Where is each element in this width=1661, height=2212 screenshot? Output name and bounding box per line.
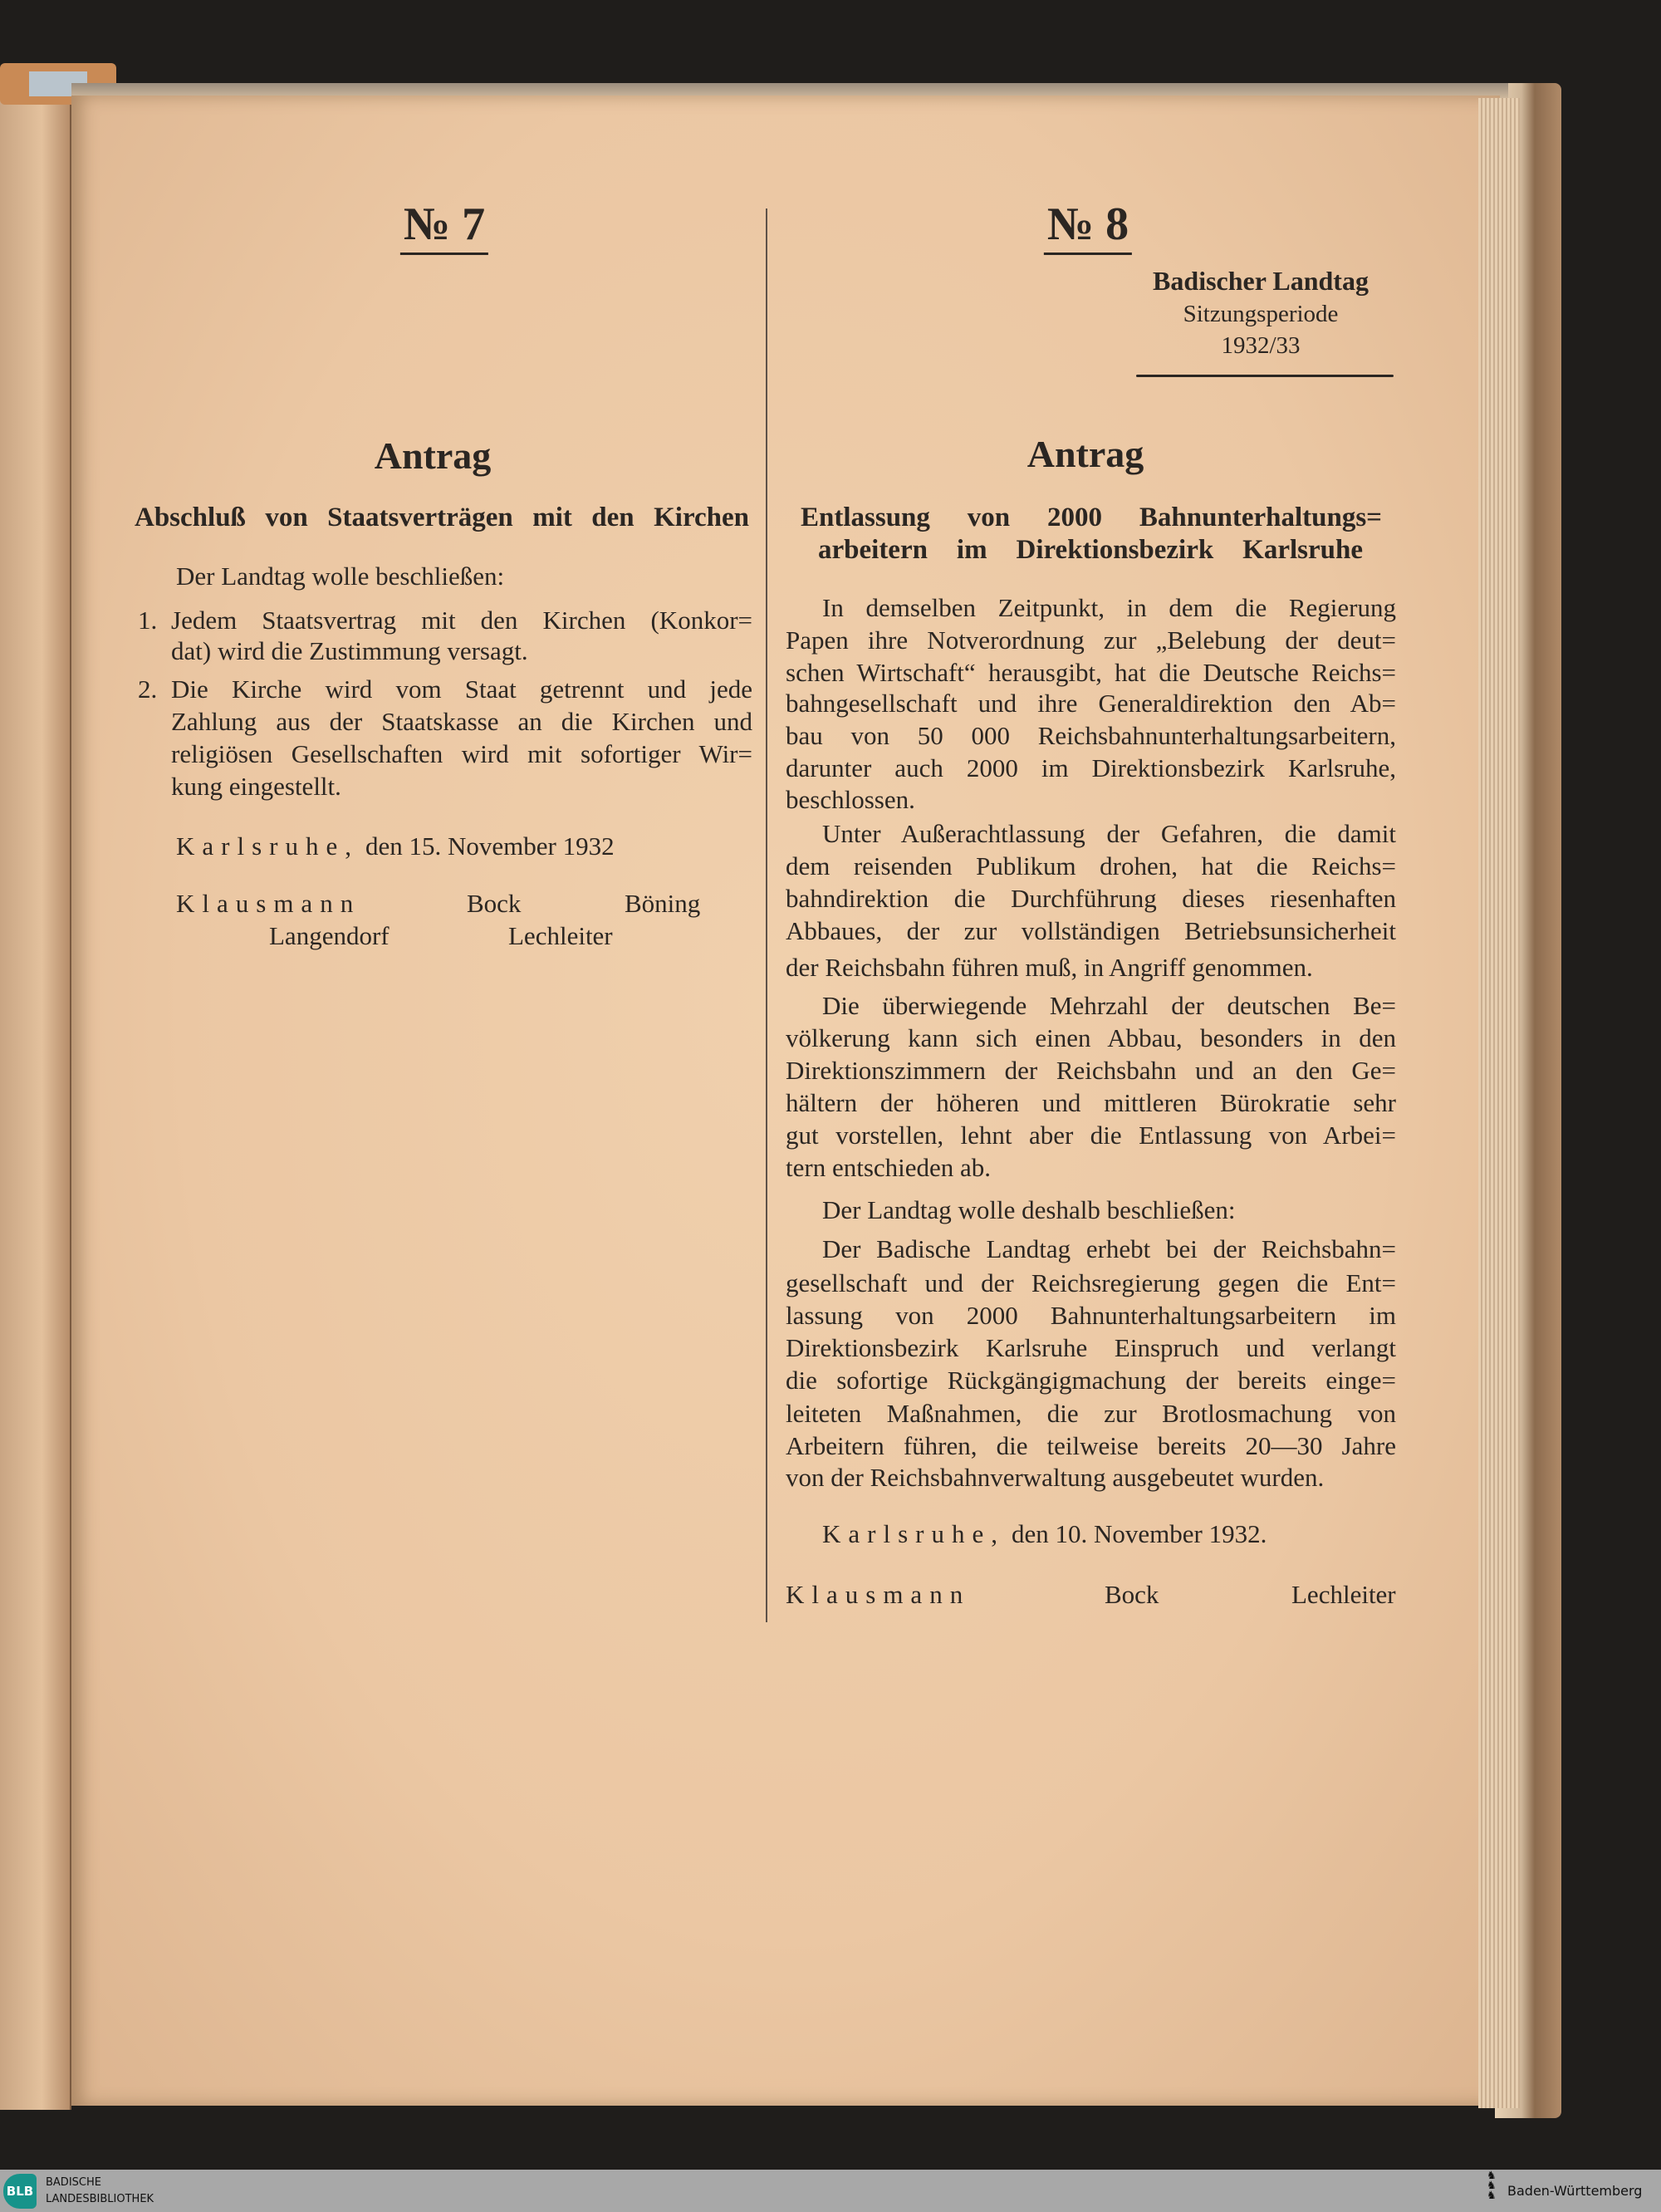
state-name: Baden-Württemberg xyxy=(1507,2183,1643,2199)
right-place: Karlsruhe, xyxy=(822,1519,1005,1548)
paragraph-line: Unter Außerachtlassung der Gefahren, die damit xyxy=(822,819,1396,848)
blb-logo[interactable]: BLB xyxy=(3,2174,37,2209)
paragraph-line: leiteten Maßnahmen, die zur Brotlosmachung von xyxy=(786,1399,1396,1428)
motion-number-8: № 8 xyxy=(1044,198,1132,255)
paragraph-line: hältern der höheren und mittleren Bürokratie sehr xyxy=(786,1088,1396,1117)
paragraph-line: schen Wirtschaft“ herausgibt, hat die Deutsche Reichs= xyxy=(786,658,1396,687)
paragraph-line: darunter auch 2000 im Direktionsbezirk Karlsruhe, xyxy=(786,753,1396,782)
paragraph-line: bahngesellschaft und ihre Generaldirektion den Ab= xyxy=(786,689,1396,718)
paragraph-line: Direktionszimmern der Reichsbahn und an den Ge= xyxy=(786,1056,1396,1085)
left-heading: Abschluß von Staatsverträgen mit den Kirchen xyxy=(135,503,749,532)
signature: Bock xyxy=(1105,1580,1159,1609)
footer-bar xyxy=(0,2170,1661,2212)
motion-number-7: № 7 xyxy=(400,198,488,255)
signature: Klausmann xyxy=(176,889,361,918)
left-date: den 15. November 1932 xyxy=(365,831,615,861)
previous-page-edge xyxy=(0,100,71,2110)
paragraph-line: von der Reichsbahnverwaltung ausgebeutet wurden. xyxy=(786,1463,1325,1492)
right-date: den 10. November 1932. xyxy=(1012,1519,1267,1548)
column-divider xyxy=(766,208,767,1622)
right-heading-line: Entlassung von 2000 Bahnunterhaltungs= xyxy=(801,503,1382,532)
page-stack-edges xyxy=(1478,98,1520,2108)
right-title: Antrag xyxy=(1026,433,1144,475)
paragraph-line: beschlossen. xyxy=(786,785,915,814)
baden-wuerttemberg-lions-icon: ♞ ♞ ♞ xyxy=(1487,2170,1497,2202)
paragraph-line: gut vorstellen, lehnt aber die Entlassung von Arbei= xyxy=(786,1121,1396,1150)
header-years: 1932/33 xyxy=(1221,332,1301,359)
signature: Lechleiter xyxy=(508,921,613,950)
library-name-line2: LANDESBIBLIOTHEK xyxy=(46,2193,154,2205)
paragraph-line: Der Badische Landtag erhebt bei der Reichsbahn= xyxy=(822,1234,1396,1263)
item-number: 2. xyxy=(138,674,158,704)
header-session: Sitzungsperiode xyxy=(1183,301,1339,327)
paragraph-line: tern entschieden ab. xyxy=(786,1153,992,1182)
paragraph-line: der Reichsbahn führen muß, in Angriff genommen. xyxy=(786,953,1313,982)
item-line: religiösen Gesellschaften wird mit sofortiger Wir= xyxy=(171,739,752,768)
item-line: Jedem Staatsvertrag mit den Kirchen (Konkor= xyxy=(171,606,752,635)
paragraph-line: gesellschaft und der Reichsregierung gegen die Ent= xyxy=(786,1268,1396,1297)
paragraph-line: bau von 50 000 Reichsbahnunterhaltungsarbeitern, xyxy=(786,721,1396,750)
item-line: dat) wird die Zustimmung versagt. xyxy=(171,636,528,665)
paragraph-line: lassung von 2000 Bahnunterhaltungsarbeitern im xyxy=(786,1301,1396,1330)
signature: Böning xyxy=(625,889,701,918)
signature: Klausmann xyxy=(786,1580,971,1609)
paragraph-line: völkerung kann sich einen Abbau, besonders in den xyxy=(786,1023,1396,1052)
paragraph-line: Abbaues, der zur vollständigen Betriebsunsicherheit xyxy=(786,916,1396,945)
signature: Lechleiter xyxy=(1291,1580,1396,1609)
signature: Langendorf xyxy=(269,921,390,950)
item-number: 1. xyxy=(138,606,158,635)
right-heading-line: arbeitern im Direktionsbezirk Karlsruhe xyxy=(818,535,1363,565)
item-line: kung eingestellt. xyxy=(171,772,341,801)
paragraph-line: Papen ihre Notverordnung zur „Belebung der deut= xyxy=(786,625,1396,655)
left-place: Karlsruhe, xyxy=(176,831,359,861)
paragraph-line: Der Landtag wolle deshalb beschließen: xyxy=(822,1195,1236,1224)
library-name xyxy=(46,2175,154,2208)
header-landtag: Badischer Landtag xyxy=(1153,266,1369,296)
paragraph-line: dem reisenden Publikum drohen, hat die Reichs= xyxy=(786,851,1396,880)
signature: Bock xyxy=(467,889,522,918)
item-line: Zahlung aus der Staatskasse an die Kirchen und xyxy=(171,707,752,736)
paragraph-line: In demselben Zeitpunkt, in dem die Regierung xyxy=(822,593,1396,622)
paragraph-line: Direktionsbezirk Karlsruhe Einspruch und verlangt xyxy=(786,1333,1396,1362)
left-intro: Der Landtag wolle beschließen: xyxy=(176,562,505,591)
header-rule xyxy=(1136,375,1394,377)
paragraph-line: bahndirektion die Durchführung dieses riesenhaften xyxy=(786,884,1396,913)
paragraph-line: die sofortige Rückgängigmachung der bereits einge= xyxy=(786,1366,1396,1395)
item-line: Die Kirche wird vom Staat getrennt und jede xyxy=(171,674,752,704)
left-title: Antrag xyxy=(374,434,492,477)
library-name-line1: BADISCHE xyxy=(46,2176,101,2189)
paragraph-line: Die überwiegende Mehrzahl der deutschen Be= xyxy=(822,991,1396,1020)
paragraph-line: Arbeitern führen, die teilweise bereits 20—30 Jahre xyxy=(786,1431,1396,1460)
